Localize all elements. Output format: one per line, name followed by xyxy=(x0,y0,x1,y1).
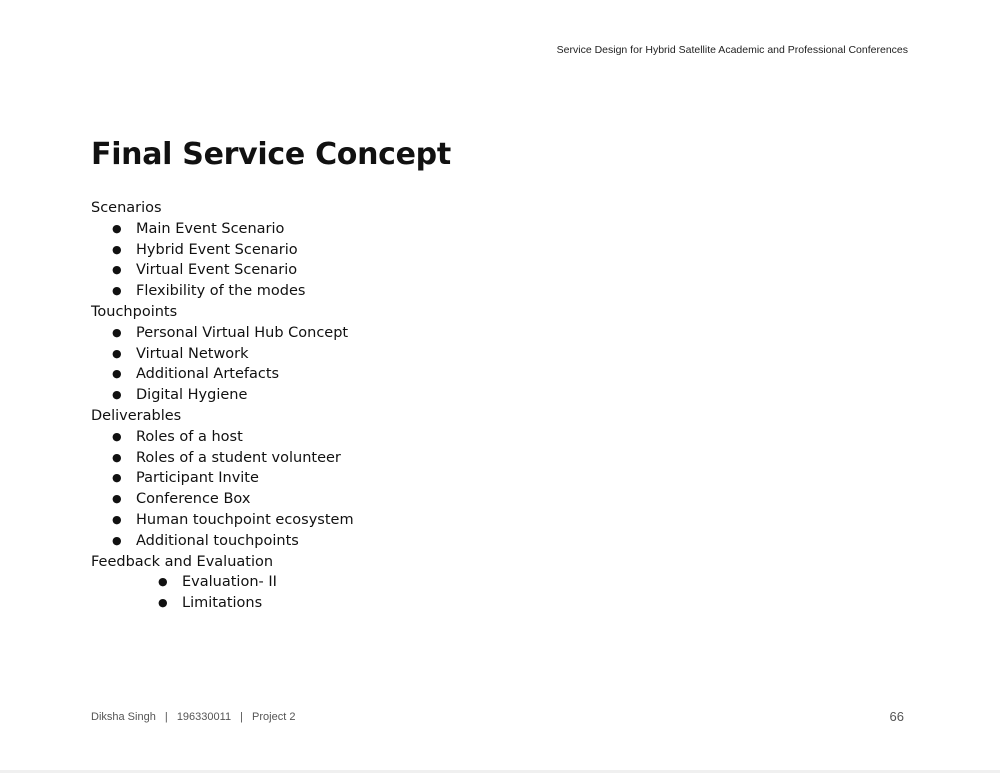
list-item: ● Additional touchpoints xyxy=(91,531,354,552)
list-item: ● Conference Box xyxy=(91,489,354,510)
list-item: ● Virtual Network xyxy=(91,344,354,365)
section-label-touchpoints: Touchpoints xyxy=(91,303,178,320)
footer-author: Diksha Singh xyxy=(91,711,156,723)
list-item: ● Participant Invite xyxy=(91,468,354,489)
list-item: ● Human touchpoint ecosystem xyxy=(91,510,354,531)
list-item: ● Hybrid Event Scenario xyxy=(91,240,354,261)
footer-roll-number: 196330011 xyxy=(176,711,232,723)
list-item: ● Limitations xyxy=(91,593,354,614)
section-label-feedback: Feedback and Evaluation xyxy=(91,553,274,570)
running-header: Service Design for Hybrid Satellite Academic and Professional Conferences xyxy=(556,44,908,56)
touchpoints-list xyxy=(91,323,354,406)
list-item: ● Personal Virtual Hub Concept xyxy=(91,323,354,344)
footer-separator: | xyxy=(240,711,243,723)
list-item: ● Digital Hygiene xyxy=(91,385,354,406)
deliverables-list xyxy=(91,427,354,552)
page-number: 66 xyxy=(889,709,904,724)
footer-project: Project 2 xyxy=(252,711,296,723)
footer-separator: | xyxy=(164,711,168,723)
list-item: ● Main Event Scenario xyxy=(91,219,354,240)
footer-credits xyxy=(91,711,295,723)
list-item: ● Roles of a host xyxy=(91,427,354,448)
feedback-list xyxy=(91,572,354,614)
list-item: ● Evaluation- II xyxy=(91,572,354,593)
section-label-scenarios: Scenarios xyxy=(91,200,162,216)
list-item: ● Roles of a student volunteer xyxy=(91,448,354,469)
section-label-deliverables: Deliverables xyxy=(91,407,182,424)
list-item: ● Virtual Event Scenario xyxy=(91,260,354,281)
list-item: ● Flexibility of the modes xyxy=(91,281,354,302)
concept-outline xyxy=(91,198,354,614)
list-item: ● Additional Artefacts xyxy=(91,364,354,385)
page-title: Final Service Concept xyxy=(91,137,451,172)
scenarios-list xyxy=(91,219,354,302)
